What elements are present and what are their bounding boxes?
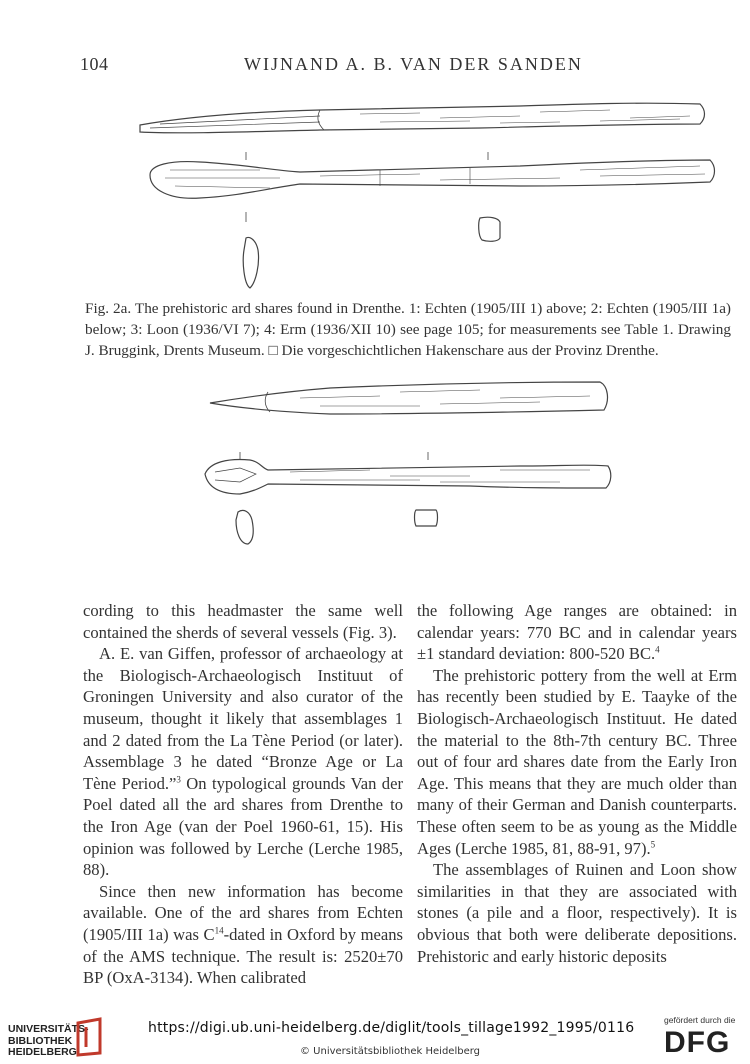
copyright-notice: © Universitätsbibliothek Heidelberg (300, 1046, 481, 1057)
figure-caption: Fig. 2a. The prehistoric ard shares found in Drenthe. 1: Echten (1905/III 1) above; 2: Echten (1905/III 1a) below; 3: Loon (1936/VI 7); 4: Erm (1936/XII 10) see page 105; for measurements see Table 1. Drawing J. Bruggink, Drents Museum. □ Die vorgeschichtlichen Hakenschare aus der Provinz Drenthe. (85, 300, 731, 359)
paragraph: the following Age ranges are obtained: in calendar years: 770 BC and in calendar years ±1 standard deviation: 800-520 BC.$^4$ (417, 601, 737, 664)
paragraph: The assemblages of Ruinen and Loon show similarities in that they are associated with stones (a pile and a floor, respectively). It is obvious that both were deliberate depositions. Prehistoric and early historic deposits (417, 860, 737, 966)
figure-echten-ard-shares (0, 0, 750, 290)
body-right-column (417, 600, 737, 967)
footnote-ref: 5 (650, 839, 656, 849)
cross-section-2 (479, 217, 500, 241)
ard-share-echten-2-outline (150, 160, 715, 198)
running-head: WIJNAND A. B. VAN DER SANDEN (244, 54, 583, 74)
paragraph: A. E. van Giffen, professor of archaeology at the Biologisch-Archaeologisch Instituut of Groningen University and also curator of the museum, thought it likely that assemblages 1 and 2 dated from the La Tène Period (or later). Assemblage 3 he dated “Bronze Age or La Tène Period.”$^3$ On typological grounds Van der Poel dated all the ard shares from Drenthe to the Iron Age (van der Poel 1960-61, 15). His opinion was followed by Lerche (Lerche 1985, 88). (83, 644, 403, 880)
paragraph: cording to this headmaster the same well contained the sherds of several vessels (Fig. 3). (83, 601, 403, 642)
library-logo: UNIVERSITÄTS- BIBLIOTHEK HEIDELBERG (8, 1023, 89, 1058)
page-number: 104 (80, 54, 109, 74)
footnote-ref: 14 (214, 925, 224, 936)
library-emblem-icon (74, 1017, 106, 1057)
ard-share-echten-1-outline (140, 103, 705, 133)
paragraph: Since then new information has become available. One of the ard shares from Echten (1905/III 1a) was $C^{14}$-dated in Oxford by means of the AMS technique. The result is: 2520±70 BP (OxA-3134). When calibrated (83, 881, 403, 988)
source-url-link[interactable]: https://digi.ub.uni-heidelberg.de/diglit/tools_tillage1992_1995/0116 (148, 1020, 635, 1036)
body-left-column (83, 600, 403, 989)
ard-share-erm-outline (205, 460, 611, 494)
paragraph: The prehistoric pottery from the well at Erm has recently been studied by E. Taayke of the Biologisch-Archaeologisch Instituut. He dated the material to the 8th-7th century BC. Three out of four ard shares date from the Early Iron Age. This means that they are much older than many of their German and Danish counterparts. These often seem to be as young as the Middle Ages (Lerche 1985, 81, 88-91, 97).$^5$ (417, 665, 737, 858)
cross-section-1 (243, 238, 258, 289)
funder-note: gefördert durch die (664, 1015, 736, 1025)
ard-share-loon-outline (210, 382, 607, 414)
cross-section-4 (415, 510, 438, 526)
footnote-ref: 4 (655, 644, 660, 655)
cross-section-3 (236, 510, 253, 544)
figure-loon-erm-ard-shares (0, 370, 750, 570)
funder-logo: DFG (664, 1026, 731, 1059)
footnote-ref: 3 (176, 774, 181, 785)
